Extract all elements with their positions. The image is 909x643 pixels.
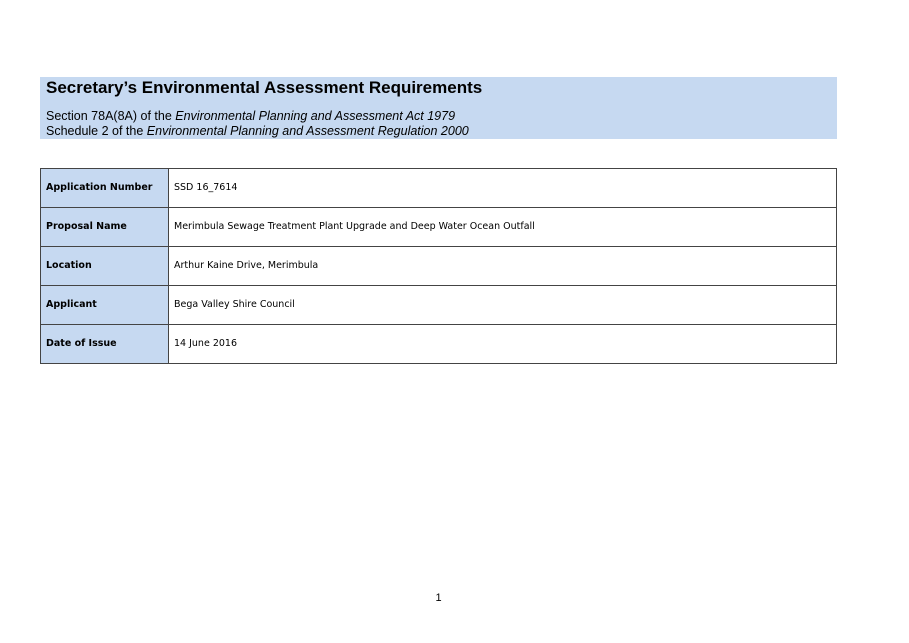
document-title: Secretary’s Environmental Assessment Requirements xyxy=(46,78,483,97)
row-label: Proposal Name xyxy=(41,208,169,247)
page-number: 1 xyxy=(435,592,442,604)
application-details-table xyxy=(40,168,837,364)
act-reference-prefix: Section 78A(8A) of the xyxy=(46,109,176,123)
table-row xyxy=(41,325,837,364)
table-row xyxy=(41,247,837,286)
table-row xyxy=(41,208,837,247)
row-value: Merimbula Sewage Treatment Plant Upgrade and Deep Water Ocean Outfall xyxy=(169,208,837,247)
row-value: Arthur Kaine Drive, Merimbula xyxy=(169,247,837,286)
row-label: Date of Issue xyxy=(41,325,169,364)
regulation-reference xyxy=(46,124,469,139)
regulation-reference-name: Environmental Planning and Assessment Regulation 2000 xyxy=(146,124,469,138)
document-header xyxy=(40,77,837,139)
row-label: Application Number xyxy=(41,169,169,208)
row-label: Applicant xyxy=(41,286,169,325)
table-row xyxy=(41,169,837,208)
table-row xyxy=(41,286,837,325)
row-value: 14 June 2016 xyxy=(169,325,837,364)
row-value: SSD 16_7614 xyxy=(169,169,837,208)
row-label: Location xyxy=(41,247,169,286)
regulation-reference-prefix: Schedule 2 of the xyxy=(46,124,147,138)
act-reference xyxy=(46,109,455,124)
act-reference-name: Environmental Planning and Assessment Act 1979 xyxy=(175,109,456,123)
row-value: Bega Valley Shire Council xyxy=(169,286,837,325)
